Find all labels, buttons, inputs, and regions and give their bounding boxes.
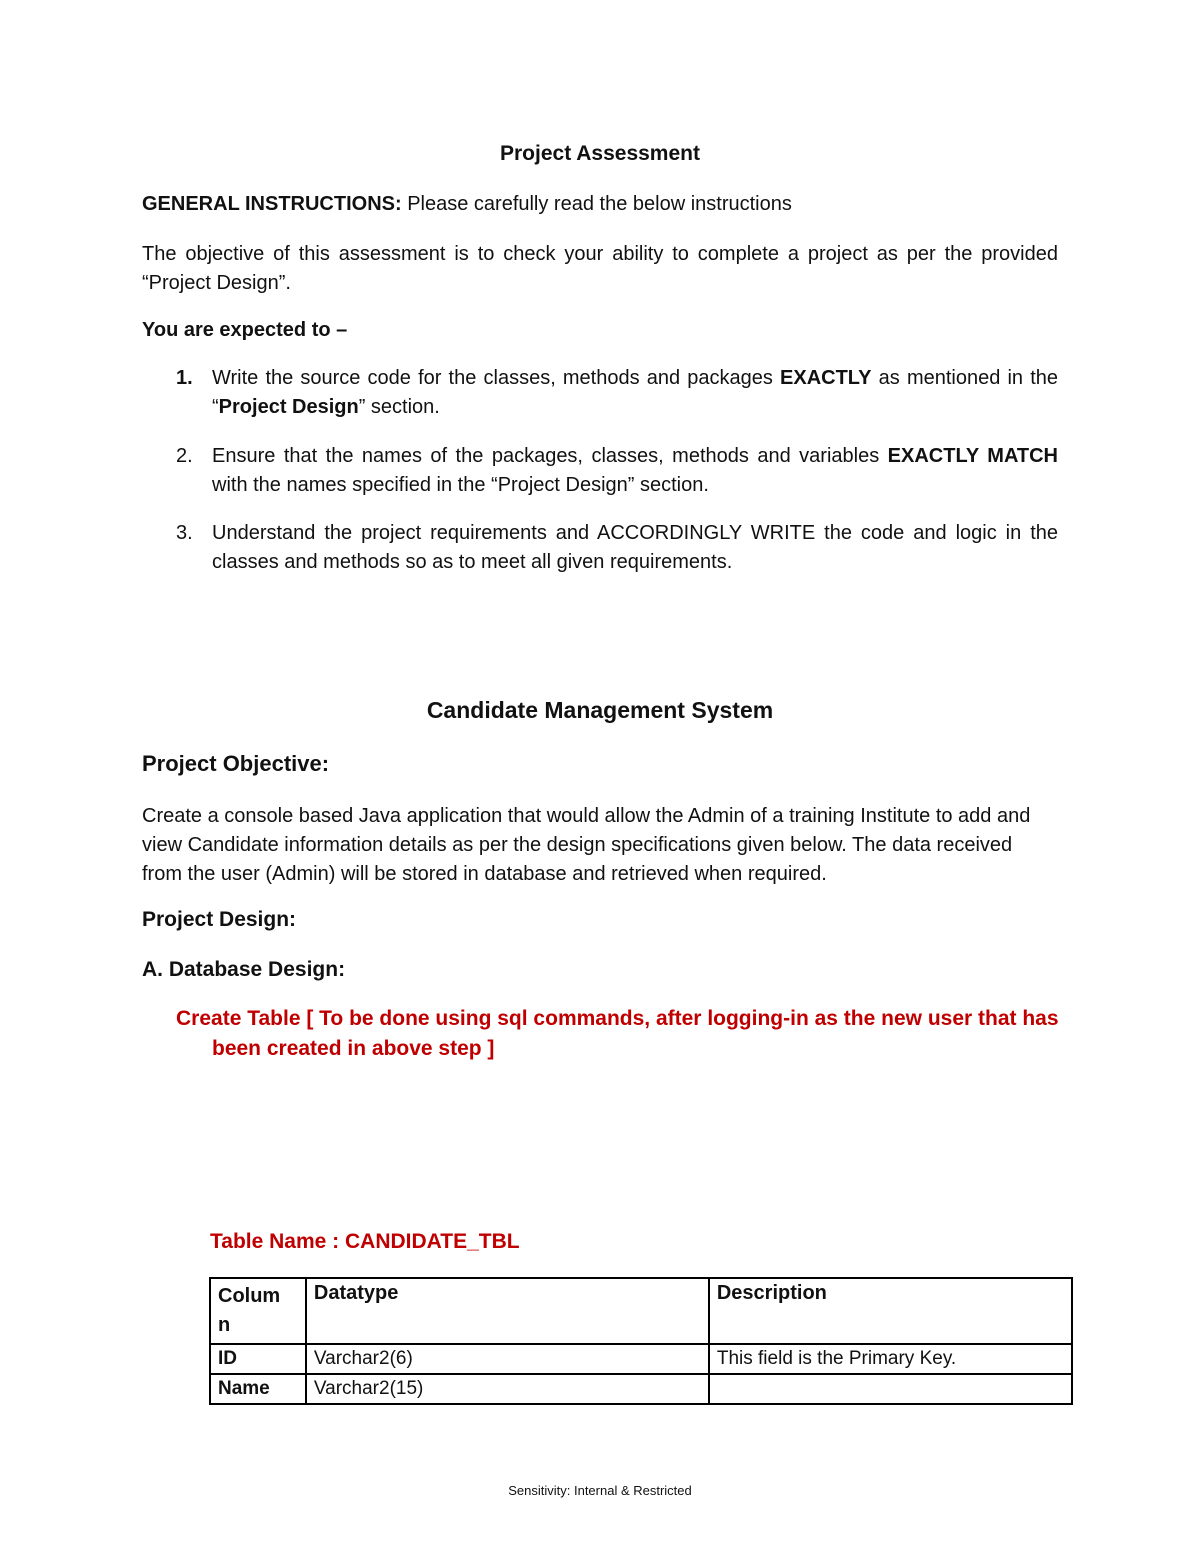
create-table-instruction: Create Table [ To be done using sql commands, after logging-in as the new user that has — [176, 1007, 1059, 1030]
instruction-text: Ensure that the names of the packages, classes, methods and variables — [212, 445, 888, 467]
system-title: Candidate Management System — [426, 697, 774, 723]
project-objective-text: Create a console based Java application that would allow the Admin of a training Institute to add and view Candidate information details as per the design specifications given below. The data received from the user (Admin) will be stored in database and retrieved when required. — [142, 805, 1031, 885]
instruction-number: 2. — [176, 445, 193, 467]
candidate-table — [209, 1277, 1073, 1405]
instruction-item — [212, 442, 1058, 500]
table-row — [210, 1374, 1072, 1404]
instruction-item — [212, 519, 1058, 577]
general-instructions-text: Please carefully read the below instructions — [401, 193, 792, 215]
instruction-text: Understand the project requirements and ACCORDINGLY WRITE the code and logic in the classes and methods so as to meet all given requirements. — [212, 522, 1058, 573]
page-title: Project Assessment — [500, 142, 700, 165]
sensitivity-footer: Sensitivity: Internal & Restricted — [508, 1483, 692, 1498]
instruction-emphasis: EXACTLY — [780, 367, 872, 389]
table-row — [210, 1344, 1072, 1374]
table-header-row — [210, 1278, 1072, 1344]
objective-paragraph: The objective of this assessment is to check your ability to complete a project as per the provided “Project Design”. — [142, 243, 1058, 294]
column-header-datatype: Datatype — [306, 1278, 709, 1344]
database-design-heading: A. Database Design: — [142, 958, 346, 981]
table-cell: ID — [210, 1344, 306, 1374]
instruction-number: 1. — [176, 367, 193, 389]
instruction-emphasis: EXACTLY MATCH — [887, 445, 1058, 467]
instruction-text: Write the source code for the classes, methods and packages — [212, 367, 781, 389]
expected-heading: You are expected to – — [142, 319, 348, 341]
table-cell: Name — [210, 1374, 306, 1404]
table-cell: Varchar2(15) — [306, 1374, 709, 1404]
column-header-column: Colum n — [210, 1278, 306, 1344]
instruction-text: ” section. — [358, 396, 440, 418]
table-cell: Varchar2(6) — [306, 1344, 709, 1374]
instruction-text: as mentioned in the “ — [212, 367, 1058, 418]
instruction-text: with the names specified in the “Project Design” section. — [212, 474, 709, 496]
general-instructions — [142, 190, 1058, 219]
instruction-item — [212, 364, 1058, 422]
instruction-number: 3. — [176, 522, 193, 544]
project-design-heading: Project Design: — [142, 908, 297, 931]
create-table-instruction-cont: been created in above step ] — [212, 1037, 495, 1060]
table-name: Table Name : CANDIDATE_TBL — [210, 1230, 520, 1253]
project-objective-heading: Project Objective: — [142, 751, 330, 776]
general-instructions-label: GENERAL INSTRUCTIONS: — [142, 193, 402, 215]
table-cell: This field is the Primary Key. — [709, 1344, 1072, 1374]
table-cell — [709, 1374, 1072, 1404]
instruction-emphasis: Project Design — [218, 396, 359, 418]
column-header-description: Description — [709, 1278, 1072, 1344]
